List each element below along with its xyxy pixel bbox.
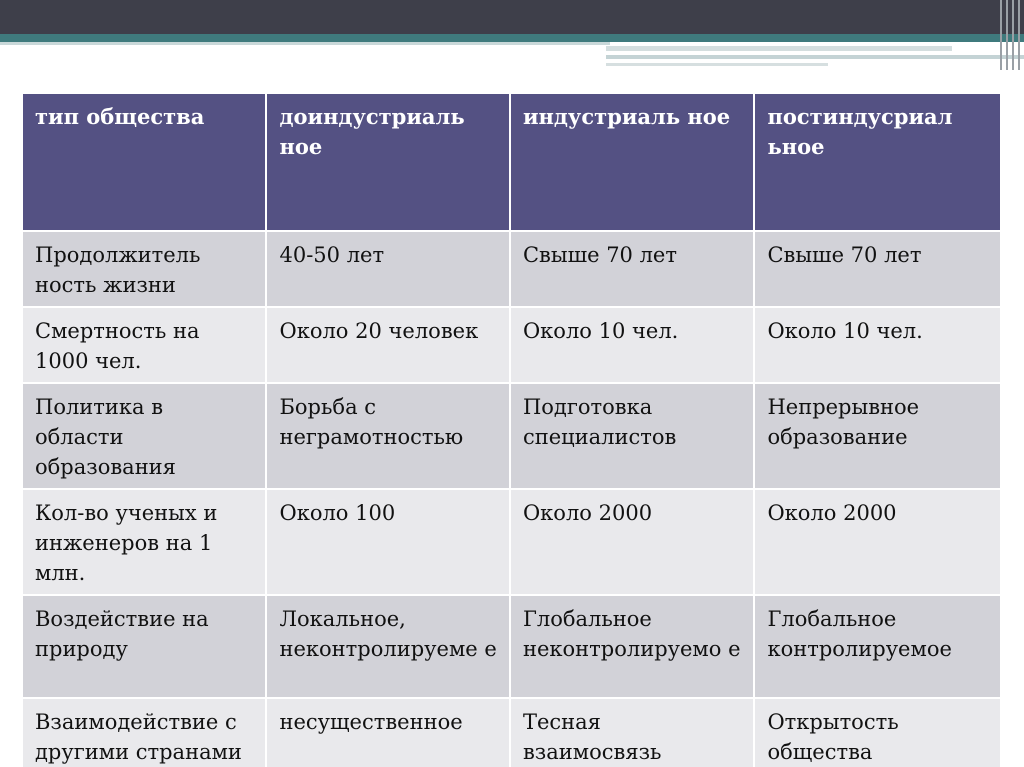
table-cell: несущественное xyxy=(266,698,509,767)
accent-stripe xyxy=(606,63,828,66)
teal-thin-line xyxy=(0,42,610,45)
table-cell: Тесная взаимосвязь xyxy=(510,698,754,767)
table-row xyxy=(22,698,1001,767)
table-cell: 40-50 лет xyxy=(266,231,509,307)
table-cell: Непрерывное образование xyxy=(754,383,1001,489)
accent-stripe xyxy=(606,46,952,51)
row-label: Продолжитель ность жизни xyxy=(22,231,266,307)
table-cell: Свыше 70 лет xyxy=(754,231,1001,307)
accent-stripe xyxy=(606,55,1024,59)
table-cell: Открытость общества xyxy=(754,698,1001,767)
table-cell: Борьба с неграмотностью xyxy=(266,383,509,489)
comparison-table xyxy=(21,92,1002,767)
top-bar xyxy=(0,0,1024,34)
table-cell: Около 2000 xyxy=(510,489,754,595)
table-cell: Локальное, неконтролируеме е xyxy=(266,595,509,698)
row-label: Смертность на 1000 чел. xyxy=(22,307,266,383)
table-header-row xyxy=(22,93,1001,231)
row-label: Взаимодействие с другими странами xyxy=(22,698,266,767)
table-cell: Около 10 чел. xyxy=(754,307,1001,383)
table-row xyxy=(22,307,1001,383)
row-label: Воздействие на природу xyxy=(22,595,266,698)
table-cell: Около 2000 xyxy=(754,489,1001,595)
edge-lines xyxy=(996,0,1024,70)
table-row xyxy=(22,383,1001,489)
table-cell: Глобальное неконтролируемо е xyxy=(510,595,754,698)
header-society-type: тип общества xyxy=(22,93,266,231)
table-cell: Свыше 70 лет xyxy=(510,231,754,307)
table-row xyxy=(22,595,1001,698)
header-postindustrial: постиндусриал ьное xyxy=(754,93,1001,231)
table-cell: Около 20 человек xyxy=(266,307,509,383)
table-cell: Глобальное контролируемое xyxy=(754,595,1001,698)
table-row xyxy=(22,489,1001,595)
row-label: Кол-во ученых и инженеров на 1 млн. xyxy=(22,489,266,595)
row-label: Политика в области образования xyxy=(22,383,266,489)
table-cell: Подготовка специалистов xyxy=(510,383,754,489)
header-preindustrial: доиндустриаль ное xyxy=(266,93,509,231)
table-row xyxy=(22,231,1001,307)
teal-band xyxy=(0,34,1024,42)
table-cell: Около 10 чел. xyxy=(510,307,754,383)
table-cell: Около 100 xyxy=(266,489,509,595)
header-industrial: индустриаль ное xyxy=(510,93,754,231)
